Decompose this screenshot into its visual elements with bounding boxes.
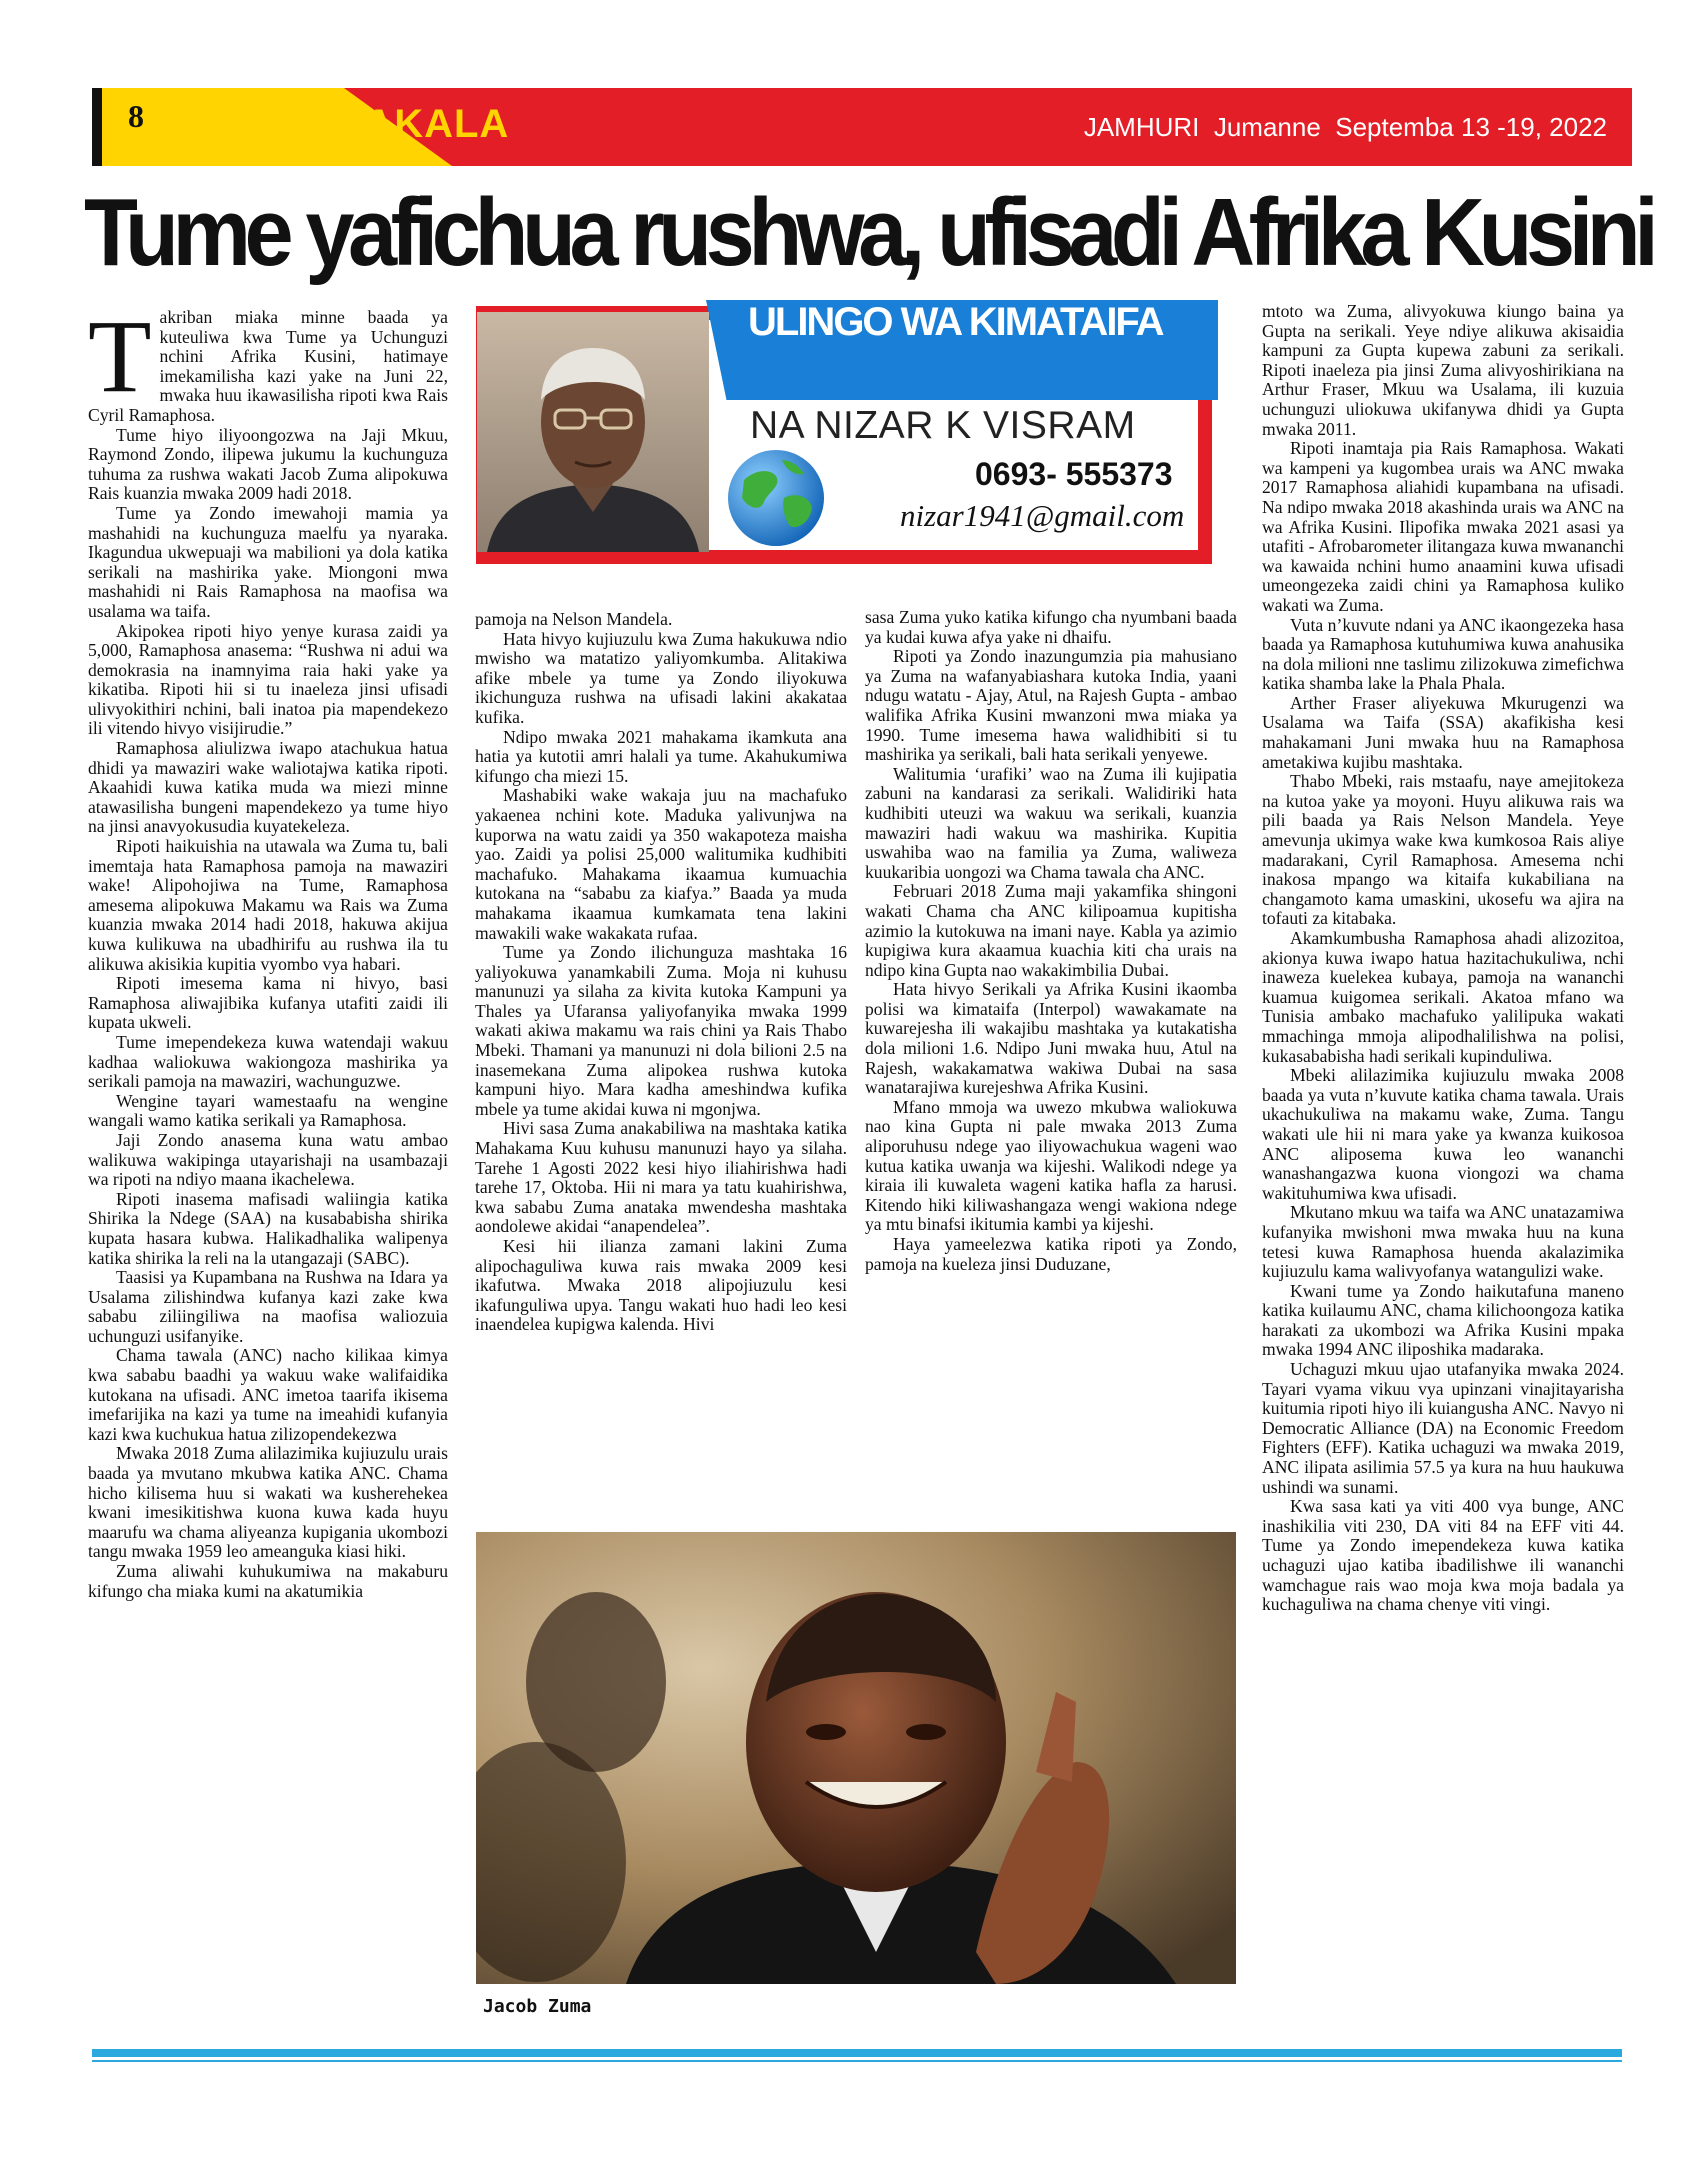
article-paragraph: pamoja na Nelson Mandela. xyxy=(475,610,673,629)
article-paragraph: Hata hivyo kujiuzulu kwa Zuma hakukuwa ndio mwisho wa matatizo yaliyomkumba. Alitakiwa afike mbele ya tume ya Zondo iliyokuwa ikichunguza rushwa na ufisadi lakini akakataa kufika. xyxy=(475,628,847,727)
article-paragraph: Ripoti haikuishia na utawala wa Zuma tu, bali imemtaja hata Ramaphosa pamoja na mawaziri wake! Alipohojiwa na Tume, Ramaphosa amesema alipokuwa Makamu wa Rais wa Zuma kuanzia mwaka 2014 hadi 2018, hakuwa akijua kuwa kulikuwa na ubadhirifu au rushwa ila tu alikuwa akisikia kupitia vyombo vya habari. xyxy=(88,836,448,974)
column-1-paragraphs xyxy=(88,308,448,1601)
article-column-4 xyxy=(1262,302,1624,2032)
article-paragraph: Akipokea ripoti hiyo yenye kurasa zaidi ya 5,000, Ramaphosa anasema: “Rushwa ni adui wa demokrasia na inamnyima raia haki yake ya kikatiba. Ripoti hii si tu inaeleza jinsi ufisadi ulivyokithiri nchini, bali inatoa pia mapendekezo ili vitendo hivyo visijirudie.” xyxy=(88,620,448,739)
article-paragraph: Arther Fraser aliyekuwa Mkurugenzi wa Usalama wa Taifa (SSA) akafikisha kesi mahakamani Juni mwaka huu na Ramaphosa ametakiwa kujibu mashtaka. xyxy=(1262,692,1624,772)
article-paragraph: Hivi sasa Zuma anakabiliwa na mashtaka katika Mahakama Kuu kuhusu manunuzi hayo ya silaha. Tarehe 1 Agosti 2022 kesi hiyo iliahirishwa hadi tarehe 17, Oktoba. Hii ni mara ya tatu kuahirishwa, kwa sababu Zuma anataka mwendesha mashtaka aondolewe akidai “anapendelea”. xyxy=(475,1118,847,1237)
author-portrait-icon xyxy=(477,312,709,552)
article-paragraph: Akamkumbusha Ramaphosa ahadi alizozitoa, akionya kuwa iwapo hatua hazitachukuliwa, nchi inaweza kuelekea kubaya, pamoja na wananchi kuamua kuigomea serikali. Akatoa mfano wa Tunisia ambako machafuko yalilipuka wakati mmachinga mmoja alipodhalilishwa na polisi, kukasababisha hadi serikali kupinduliwa. xyxy=(1262,928,1624,1066)
article-paragraph: Tume ya Zondo ilichunguza mashtaka 16 yaliyokuwa yanamkabili Zuma. Moja ni kuhusu manunuzi ya silaha za kivita kutoka Kampuni ya Thales ya Ufaransa yaliyofanyika mwaka 1999 wakati akiwa makamu wa rais chini ya Rais Thabo Mbeki. Thamani ya manunuzi ni dola bilioni 2.5 na inasemekana Zuma alipokea rushwa kutoka kampuni hiyo. Mara kadha ameshindwa kufika mbele ya tume akidai kuwa ni mgonjwa. xyxy=(475,942,847,1119)
author-email: nizar1941@gmail.com xyxy=(900,498,1185,533)
article-paragraph: sasa Zuma yuko katika kifungo cha nyumbani baada ya kudai kuwa afya yake ni dhaifu. xyxy=(865,608,1237,647)
article-paragraph: Ripoti inamtaja pia Rais Ramaphosa. Wakati wa kampeni ya kugombea urais wa ANC mwaka 2017 Ramaphosa aliahidi kupambana na ufisadi. Na ndipo mwaka 2018 akashinda urais wa ANC na wa Afrika Kusini. Ilipofika mwaka 2021 asasi ya utafiti - Afrobarometer ilitangaza kuwa mwananchi wa kawaida nchini humo anaamini kuwa ufisadi umeongezeka zaidi chini ya Ramaphosa kuliko wakati wa Zuma. xyxy=(1262,438,1624,615)
article-paragraph: Tume hiyo iliyoongozwa na Jaji Mkuu, Raymond Zondo, ilipewa jukumu la kuchunguza tuhuma za rushwa wakati Jacob Zuma alipokuwa Rais kuanzia mwaka 2009 hadi 2018. xyxy=(88,424,448,504)
globe-icon xyxy=(724,446,828,550)
footer-rule xyxy=(92,2049,1622,2057)
author-phone: 0693- 555373 xyxy=(975,456,1173,492)
article-paragraph: Jaji Zondo anasema kuna watu ambao walikuwa wakipinga utayarishaji na usambazaji wa ripoti na ndiyo maana ikachelewa. xyxy=(88,1129,448,1190)
article-paragraph: Thabo Mbeki, rais mstaafu, naye amejitokeza na kutoa yake ya moyoni. Huyu alikuwa rais wa pili baada ya Rais Nelson Mandela. Yeye amevunja ukimya wake kwa kumkosoa Rais aliye madarakani, Cyril Ramaphosa. Amesema nchi inakosa mpango wa kitaifa kukabiliana na changamoto kama umaskini, ukosefu wa ajira na tofauti za kitabaka. xyxy=(1262,771,1624,929)
article-paragraph: Mbeki alilazimika kujiuzulu mwaka 2008 baada ya vuta n’kuvute katika chama tawala. Urais ukachukuliwa na makamu wake, Zuma. Tangu wakati ule hii ni mara yake ya kwanza kuikosoa ANC aliposema kuwa leo wananchi wanashangazwa kuona viongozi wa chama wakituhumiwa kwa ufisadi. xyxy=(1262,1065,1624,1203)
article-paragraph: Ripoti inasema mafisadi waliingia katika Shirika la Ndege (SAA) na kusababisha shirika kupata hasara kubwa. Halikadhalika walipenya katika shirika la reli na la utangazaji (SABC). xyxy=(88,1188,448,1268)
article-paragraph: Ripoti imesema kama ni hivyo, basi Ramaphosa aliwajibika kufanya utafiti zaidi ili kupata ukweli. xyxy=(88,973,448,1033)
article-paragraph: Chama tawala (ANC) nacho kilikaa kimya kwa sababu baadhi ya wakuu wake walifaidika kutokana na ufisadi. ANC imetoa taarifa ikisema imefarijika na kazi ya tume na imeahidi kufanyia kazi kwa kuchukua hatua zilizopendekezwa xyxy=(88,1345,448,1444)
column-name: ULINGO WA KIMATAIFA xyxy=(748,300,1163,344)
drop-cap: T xyxy=(88,308,152,414)
article-column-1 xyxy=(88,308,448,2028)
article-paragraph: Kesi hii ilianza zamani lakini Zuma alipochaguliwa kuwa rais mwaka 2009 kesi ikafutwa. Mwaka 2018 alipojiuzulu kesi ikafunguliwa upya. Tangu wakati huo hadi leo kesi inaendelea kupigwa kalenda. Hivi xyxy=(475,1236,847,1335)
article-paragraph: Mwaka 2018 Zuma alilazimika kujiuzulu urais baada ya mvutano mkubwa katika ANC. Chama hicho kilisema huu si wakati wa kusherehekea kwani imesikitishwa kuona kuwa kada huyu maarufu wa chama aliyeanza kupigania ukombozi tangu mwaka 1959 leo ameanguka kiasi hiki. xyxy=(88,1443,448,1562)
article-paragraph: Ripoti ya Zondo inazungumzia pia mahusiano ya Zuma na wafanyabiashara kutoka India, yaani ndugu watatu - Ajay, Atul, na Rajesh Gupta - ambao walifika Afrika Kusini mwanzoni mwa miaka ya 1990. Tume imesema hawa walidhibiti si tu mashirika ya serikali, bali hata serikali yenyewe. xyxy=(865,646,1237,765)
jacob-zuma-photo-icon xyxy=(476,1532,1236,1984)
article-paragraph: mtoto wa Zuma, alivyokuwa kiungo baina ya Gupta na serikali. Yeye ndiye alikuwa akisaidia kampuni za Gupta kupewa zabuni za serikali. Ripoti inaeleza pia jinsi Zuma alivyoshirikiana na Arthur Fraser, Mkuu wa Usalama, ili kuzuia uchunguzi uliokuwa ukifanywa dhidi ya Gupta mwaka 2011. xyxy=(1262,302,1624,439)
article-column-2 xyxy=(475,610,847,1542)
article-paragraph: Hata hivyo Serikali ya Afrika Kusini ikaomba polisi wa kimataifa (Interpol) wawakamate na kuwarejesha ili wakajibu mashtaka ya kutakatisha dola milioni 1.6. Ndipo Juni mwaka huu, Atul na Rajesh, wakakamatwa wakiwa Dubai na sasa wanatarajiwa kurejeshwa Afrika Kusini. xyxy=(865,979,1237,1098)
article-paragraph: Wengine tayari wamestaafu na wengine wangali wamo katika serikali ya Ramaphosa. xyxy=(88,1090,448,1131)
author-name: NA NIZAR K VISRAM xyxy=(750,404,1136,447)
article-paragraph: Walitumia ‘urafiki’ wao na Zuma ili kujipatia zabuni na kandarasi za serikali. Walidiriki hata kudhibiti uteuzi wa wakuu wa serikali, kuanzia mawaziri hadi wakuu wa mashirika. Kupitia uswahiba wao na familia ya Zuma, waliweza kuukaribia uongozi wa Chama tawala cha ANC. xyxy=(865,763,1237,882)
section-label: MAKALA xyxy=(330,102,510,146)
article-paragraph: Ramaphosa aliulizwa iwapo atachukua hatua dhidi ya mawaziri wake waliotajwa katika ripoti. Akaahidi kuwa katika muda wa miezi minne atawasilisha bungeni mapendekezo ya tume hiyo na jinsi anavyokusudia kuyatekeleza. xyxy=(88,738,448,837)
article-paragraph: akriban miaka minne baada ya kuteuliwa kwa Tume ya Uchunguzi nchini Afrika Kusini, hatimaye imekamilisha kazi yake na Juni 22, mwaka huu ikawasilisha ripoti kwa Rais Cyril Ramaphosa. xyxy=(88,308,448,425)
issue-info: JAMHURI Jumanne Septemba 13 -19, 2022 xyxy=(1083,112,1607,142)
article-paragraph: Taasisi ya Kupambana na Rushwa na Idara ya Usalama zilishindwa kufanya kazi zake kwa sababu ziliingiliwa na maofisa waliozuia uchunguzi usifanyike. xyxy=(88,1267,448,1346)
photo-caption: Jacob Zuma xyxy=(483,1996,592,2017)
article-paragraph: Uchaguzi mkuu ujao utafanyika mwaka 2024. Tayari vyama vikuu vya upinzani vinajitayarisha kuitumia ripoti hiyo ili kuiangusha ANC. Navyo ni Democratic Alliance (DA) na Economic Freedom Fighters (EFF). Katika uchaguzi wa mwaka 2019, ANC ilipata asilimia 57.5 ya kura na huu haukuwa ushindi wa sunami. xyxy=(1262,1359,1624,1497)
page-number: 8 xyxy=(128,98,144,134)
article-paragraph: Haya yameelezwa katika ripoti ya Zondo, pamoja na kueleza jinsi Duduzane, xyxy=(865,1234,1237,1274)
article-paragraph: Tume ya Zondo imewahoji mamia ya mashahidi na kuchunguza maelfu ya nyaraka. Ikagundua ukwepuaji wa mabilioni ya dola katika serikali na mashirika yake. Miongoni mwa mashahidi ni Rais Ramaphosa na maofisa wa usalama wa taifa. xyxy=(88,502,448,621)
footer-rule-thin xyxy=(92,2060,1622,2062)
article-paragraph: Vuta n’kuvute ndani ya ANC ikaongezeka hasa baada ya Ramaphosa kutuhumiwa kuwa anahusika na dola milioni nne taslimu zilizokuwa zimefichwa katika shamba lake la Phala Phala. xyxy=(1262,614,1624,694)
article-paragraph: Ndipo mwaka 2021 mahakama ikamkuta ana hatia ya kutotii amri halali ya tume. Akahukumiwa kifungo cha miezi 15. xyxy=(475,726,847,786)
headline: Tume yafichua rushwa, ufisadi Afrika Kusini xyxy=(84,179,1653,286)
header-accent-bar xyxy=(92,88,102,166)
article-paragraph: Kwani tume ya Zondo haikutafuna maneno katika kuilaumu ANC, chama kilichoongoza katika harakati za ukombozi wa Afrika Kusini mpaka mwaka 1994 ANC iliposhika madaraka. xyxy=(1262,1280,1624,1360)
article-paragraph: Februari 2018 Zuma maji yakamfika shingoni wakati Chama cha ANC kilipoamua kupitisha azimio la kutokuwa na imani naye. Kabla ya azimio kupigiwa kura akaamua kuachia kiti cha urais na ndipo kina Gupta nao wakakimbilia Dubai. xyxy=(865,881,1237,980)
article-paragraph: Zuma aliwahi kuhukumiwa na makaburu kifungo cha miaka kumi na akatumikia xyxy=(88,1561,448,1601)
article-paragraph: Mfano mmoja wa uwezo mkubwa waliokuwa nao kina Gupta ni pale mwaka 2013 Zuma aliporuhusu ndege yao iliyowachukua wageni wao kutua katika uwanja wa kijeshi. Walikodi ndege ya kiraia ili kuwaleta wageni katika hafla za harusi. Kitendo hiki kiliwashangaza wengi wakiona ndege ya mtu binafsi ikitumia kambi ya kijeshi. xyxy=(865,1096,1237,1235)
article-paragraph: Kwa sasa kati ya viti 400 vya bunge, ANC inashikilia viti 230, DA viti 84 na EFF viti 44. Tume ya Zondo imependekeza kuwa katika uchaguzi ujao katiba ibadilishwe ili wananchi wamchague rais wao moja kwa moja badala ya kuchaguliwa na chama chenye viti vingi. xyxy=(1262,1496,1624,1615)
article-column-3 xyxy=(865,608,1237,1542)
article-paragraph: Tume imependekeza kuwa watendaji wakuu kadhaa waliokuwa wakiongoza mashirika ya serikali pamoja na mawaziri, wachunguzwe. xyxy=(88,1031,448,1092)
article-paragraph: Mashabiki wake wakaja juu na machafuko yakaenea nchini kote. Maduka yalivunjwa na kuporwa na watu zaidi ya 350 wakapoteza maisha yao. Zaidi ya polisi 25,000 walitumika kudhibiti machafuko. Mahakama ikaamua kumuachia kutokana na “sababu za kiafya.” Baada ya muda mahakama ikaamua kumkamata tena lakini mawakili wake wakakata rufaa. xyxy=(475,785,847,943)
article-paragraph: Mkutano mkuu wa taifa wa ANC unatazamiwa kufanyika mwishoni mwa mwaka huu na kuna tetesi kuwa Ramaphosa huenda akalazimika kujiuzulu kama walivyofanya watangulizi wake. xyxy=(1262,1202,1624,1282)
